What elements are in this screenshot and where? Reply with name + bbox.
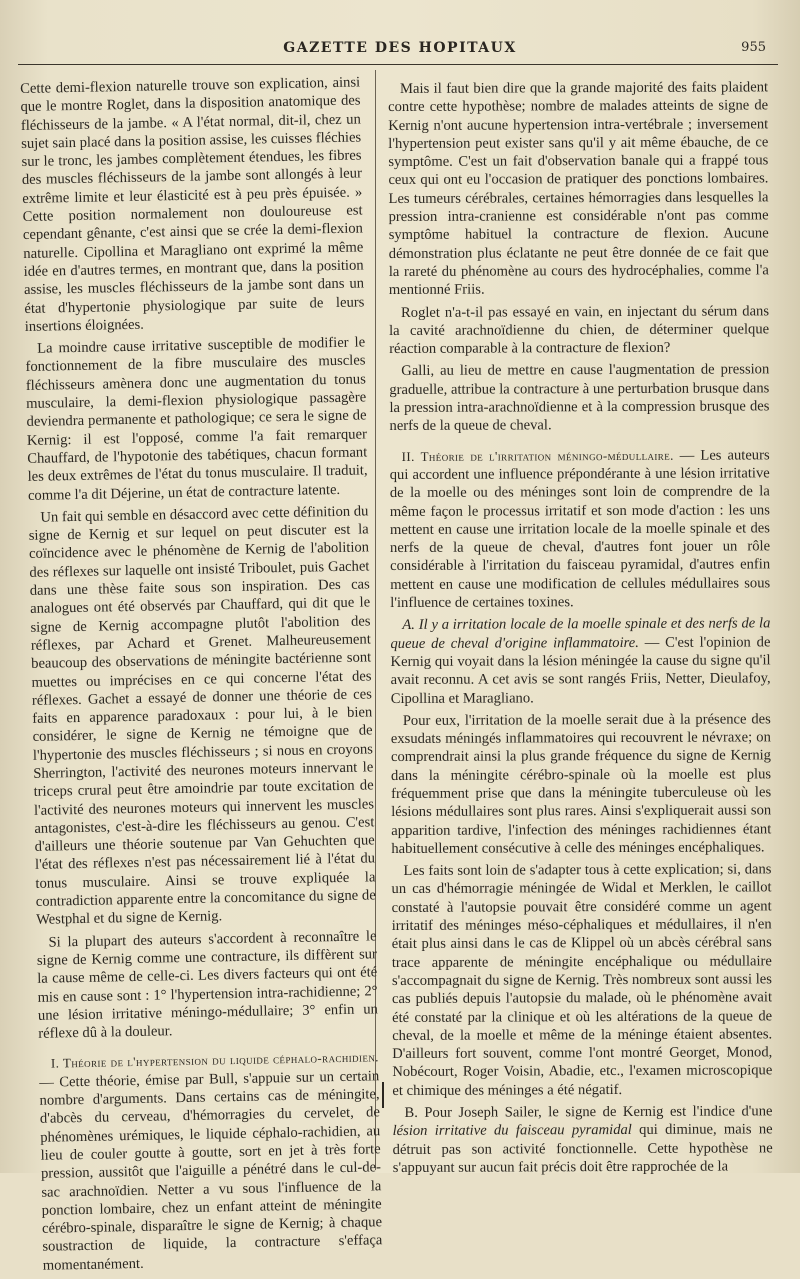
header-rule [18, 64, 778, 65]
page-header [0, 40, 800, 70]
paragraph: Un fait qui semble en désaccord avec cette définition du signe de Kernig et sur lequel on peut discuter est la coïncidence avec le phénomène de Kernig de l'abolition des réflexes sur laquelle ont insisté Triboulet, puis Gachet dans une thèse faite sous son inspiration. Des cas analogues ont été observés par Chauffard, qui dit que le signe de Kernig accompagne plutôt l'abolition des réflexes, par Achard et Grenet. Malheureusement beaucoup des observations de méningite bactérienne sont muettes ou imprécises en ce qui concerne l'état des réflexes. Gachet a essayé de donner une théorie de ces faits en apparence paradoxaux : pour lui, à le bien considérer, le signe de Kernig ne témoigne que de l'hypertonie des muscles fléchisseurs ; si nous en croyons Sherrington, l'activité des neurones moteurs innervant le triceps crural peut être amoindrie par toute excitation de l'activité des neurones moteurs qui innervent les muscles antagonistes, c'est-à-dire les fléchisseurs au genou. C'est d'ailleurs une théorie soutenue par Van Gehuchten que l'état des réflexes n'est pas nécessairement lié à l'état du tonus musculaire. Ainsi se trouve expliquée la contradiction apparente entre la concomitance du signe de Westphal et du signe de Kernig. [28, 503, 376, 929]
left-column [20, 73, 383, 1278]
subsection-paragraph [390, 615, 770, 708]
section-heading: I. Théorie de l'hypertension du liquide céphalo-rachidien. [50, 1049, 379, 1072]
page-number: 955 [741, 40, 766, 55]
paragraph: Roglet n'a-t-il pas essayé en vain, en injectant du sérum dans la cavité arachnoïdienne du chien, de déterminer quelque réaction comparable à la contracture de flexion? [389, 302, 770, 358]
running-title: GAZETTE DES HOPITAUX [283, 40, 517, 56]
subsection-lead: B. Pour Joseph Sailer, le signe de Kernig est l'indice d'une [404, 1103, 773, 1121]
section-text: — Les auteurs qui accordent une influence prépondérante à une lésion irritative de la moelle ou des méninges sont loin de comprendre de la même façon le processus irritatif et son mode d'action : les uns mettent en cause une irritation locale de la moelle spinale et des nerfs de la queue de cheval, d'autres font jouer un rôle considérable à l'irritation du faisceau pyramidal, d'autres enfin mettent en cause une modification de cellules médullaires sous l'influence de certaines toxines. [389, 446, 771, 612]
subsection-emphasis: lésion irritative du faisceau pyramidal [392, 1122, 632, 1140]
paragraph: Pour eux, l'irritation de la moelle serait due à la présence des exsudats méningés inflammatoires qui recouvrent le névraxe; on comprendrait ainsi la plus grande fréquence du signe de Kernig dans la méningite cérébro-spinale où la moelle est plus fréquemment prise que dans la méningite tuberculeuse où les lésions médullaires sont plus rares. Ainsi s'expliquerait aussi son apparition tardive, l'infection des méninges rachidiennes étant habituellement consécutive à celle des méninges encéphaliques. [390, 711, 772, 857]
section-paragraph [39, 1049, 383, 1275]
subsection-paragraph [392, 1102, 772, 1177]
paragraph: Galli, au lieu de mettre en cause l'augmentation de pression graduelle, attribue la contracture à une perturbation brusque dans la pression intra-arachnoïdienne et à la compression brusque des nerfs de la queue de cheval. [389, 361, 770, 435]
margin-mark [382, 1082, 384, 1108]
paragraph: La moindre cause irritative susceptible de modifier le fonctionnement de la fibre musculaire des muscles fléchisseurs amènera donc une augmentation du tonus musculaire, la demi-flexion physiologique passagère deviendra permanente et pathologique; ce sera le signe de Kernig: il est l'opposé, comme l'a fait remarquer Chauffard, de l'hypotonie des tabétiques, chacun formant les deux extrêmes de l'état du tonus musculaire. Il traduit, comme l'a dit Déjerine, un état de contracture latente. [25, 334, 368, 504]
subsection-heading: A. Il y a irritation locale de la moelle spinale et des nerfs de la queue de cheval d'origine inflammatoire. [390, 615, 771, 652]
section-text: — Cette théorie, émise par Bull, s'appuie sur un certain nombre d'arguments. Dans certains cas de méningite, d'abcès du cerveau, d'hémorragies du cervelet, de phénomènes urémiques, le liquide céphalo-rachidien, au lieu de couler goutte à goutte, sort en jet à très forte pression, aussitôt que l'aiguille a pénétré dans le cul-de-sac arachnoïdien. Netter a vu sous l'influence de la ponction lombaire, chez un enfant atteint de méningite cérébro-spinale, disparaître le signe de Kernig; à chaque soustraction de liquide, la contracture s'effaça momentanément. [39, 1068, 383, 1274]
paragraph: Si la plupart des auteurs s'accordent à reconnaître le signe de Kernig comme une contracture, ils diffèrent sur la cause même de celle-ci. Les divers facteurs qui ont été mis en cause sont : 1° l'hypertension intra-rachidienne; 2° une lésion irritative méningo-médullaire; 3° enfin un réflexe dû à la douleur. [36, 927, 379, 1042]
paragraph: Les faits sont loin de s'adapter tous à cette explication; si, dans un cas d'hémorragie méningée de Widal et Merklen, le caillot constaté à l'autopsie pouvait être considéré comme un agent irritatif des méninges méso-céphaliques et médullaires, il n'en était plus ainsi dans le cas de Klippel où un abcès cérébral sans trace apparente de méningite encéphalique ou médullaire s'accompagnait du signe de Kernig. Très nombreux sont aussi les cas publiés depuis l'autopsie du malade, où le phénomène avait été constaté par la clinique et où les altérations de la queue de cheval, de la moelle et même de la méninge étaient absentes. D'ailleurs fort souvent, comme l'ont montré Georget, Monod, Nobécourt, Roger Voisin, Abadie, etc., l'examen microscopique et chimique des méninges a été négatif. [391, 861, 773, 1099]
section-paragraph [390, 446, 771, 612]
paragraph: Cette demi-flexion naturelle trouve son explication, ainsi que le montre Roglet, dans la disposition anatomique des fléchisseurs de la jambe. « A l'état normal, dit-il, chez un sujet sain placé dans la position assise, les cuisses fléchies sur le tronc, les jambes complètement étendues, les fibres des muscles fléchisseurs de la jambe sont allongés à leur extrême limite et leur élasticité est à peu près épuisée. » Cette position normalement non douloureuse est cependant gênante, c'est ainsi que se crée la demi-flexion naturelle. Cipollina et Maragliano ont exprimé la même idée en d'autres termes, en montrant que, dans la position assise, les muscles fléchisseurs de la jambe sont dans un état d'hypertonie physiologique par suite de leurs insertions éloignées. [20, 74, 365, 335]
subsection-text: — C'est l'opinion de Kernig qui voyait dans la lésion méningée la cause du signe qu'il avait reconnu. A cet avis se sont rangés Friis, Netter, Dieulafoy, Cipollina et Maragliano. [390, 633, 771, 707]
paragraph: Mais il faut bien dire que la grande majorité des faits plaident contre cette hypothèse; nombre de malades atteints de signe de Kernig n'ont aucune hypertension intra-vertébrale ; inversement l'hypertension peut exister sans qu'il y ait même ébauche, de ce symptôme. C'est un fait d'observation banale qui a frappé tous ceux qui ont eu l'occasion de pratiquer des ponctions lombaires. Les tumeurs cérébrales, certaines hémorragies dans lesquelles la pression intra-cranienne est considérable n'ont pas comme symptôme habituel la contracture de flexion. Aucune démonstration plus éclatante ne peut être donnée de ce fait que la rareté du phénomène au cours des hydrocéphalies, comme l'a mentionné Friis. [388, 79, 769, 299]
right-column [388, 78, 773, 1181]
subsection-text: qui diminue, mais ne détruit pas son activité fonctionnelle. Cette hypothèse ne s'appuyant sur aucun fait précis doit être rapprochée de la [392, 1121, 773, 1176]
section-heading: II. Théorie de l'irritation méningo-médullaire. [401, 447, 674, 464]
